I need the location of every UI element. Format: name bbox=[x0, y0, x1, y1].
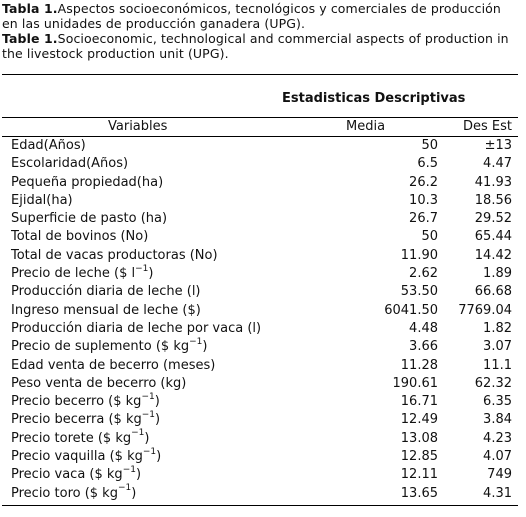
cell-mean: 10.3 bbox=[409, 192, 438, 208]
cell-mean: 26.7 bbox=[409, 211, 438, 227]
table-row bbox=[2, 155, 518, 173]
cell-sd: 6.35 bbox=[483, 394, 512, 410]
cell-sd: 66.68 bbox=[474, 284, 512, 300]
cell-variable: Ingreso mensual de leche ($) bbox=[11, 302, 201, 318]
cell-sd: 4.23 bbox=[483, 430, 512, 446]
document-page bbox=[0, 1, 526, 517]
cell-sd: 18.56 bbox=[474, 192, 512, 208]
cell-mean: 2.62 bbox=[409, 266, 438, 282]
table-header-row bbox=[2, 119, 518, 136]
cell-sd: 1.82 bbox=[483, 320, 512, 336]
cell-mean: 12.49 bbox=[400, 412, 438, 428]
cell-variable: Precio toro ($ $kg^{-1}$) bbox=[11, 483, 137, 501]
cell-variable: Precio de suplemento ($ $kg^{-1}$) bbox=[11, 336, 208, 355]
table-row bbox=[2, 357, 518, 375]
cell-mean: 11.90 bbox=[400, 247, 438, 263]
cell-variable: Producción diaria de leche (l) bbox=[11, 284, 201, 300]
cell-mean: 53.50 bbox=[400, 284, 438, 300]
cell-variable: Ejidal(ha) bbox=[11, 192, 73, 208]
cell-sd: ±13 bbox=[484, 138, 512, 153]
table-row bbox=[2, 411, 518, 429]
cell-sd: 749 bbox=[487, 467, 512, 483]
caption-english bbox=[2, 31, 518, 61]
cell-sd: 4.47 bbox=[483, 156, 512, 172]
cell-mean: 13.08 bbox=[400, 430, 438, 446]
cell-mean: 26.2 bbox=[409, 174, 438, 190]
cell-sd: 4.07 bbox=[483, 449, 512, 465]
table-mid-rule bbox=[2, 117, 518, 118]
cell-variable: Edad(Años) bbox=[11, 138, 86, 153]
caption-english-text: Socioeconomic, technological and commercial aspects of production in the livestock production unit (UPG). bbox=[2, 31, 509, 61]
caption-spanish bbox=[2, 1, 518, 31]
caption-english-label: Table 1. bbox=[2, 31, 58, 46]
cell-sd: 14.42 bbox=[474, 247, 512, 263]
cell-variable: Edad venta de becerro (meses) bbox=[11, 357, 216, 373]
table-row bbox=[2, 430, 518, 448]
table-row bbox=[2, 393, 518, 411]
cell-variable: Precio becerro ($ $kg^{-1}$) bbox=[11, 391, 160, 410]
group-header: Estadisticas Descriptivas bbox=[282, 91, 466, 106]
table-row bbox=[2, 375, 518, 393]
cell-mean: 4.48 bbox=[409, 320, 438, 336]
cell-variable: Total de bovinos (No) bbox=[11, 229, 149, 245]
table-row bbox=[2, 338, 518, 356]
cell-mean: 12.11 bbox=[400, 467, 438, 483]
cell-sd: 62.32 bbox=[474, 375, 512, 391]
table-bottom-rule bbox=[2, 505, 518, 506]
table-row bbox=[2, 466, 518, 484]
cell-sd: 7769.04 bbox=[458, 302, 512, 318]
caption-spanish-text: Aspectos socioeconómicos, tecnológicos y comerciales de producción en las unidades de producción ganadera (UPG). bbox=[2, 1, 501, 31]
cell-variable: Peso venta de becerro (kg) bbox=[11, 375, 187, 391]
table-row bbox=[2, 283, 518, 301]
cell-sd: 29.52 bbox=[474, 211, 512, 227]
cell-mean: 13.65 bbox=[400, 485, 438, 501]
table-row bbox=[2, 137, 518, 155]
cell-mean: 3.66 bbox=[409, 339, 438, 355]
cell-mean: 16.71 bbox=[400, 394, 438, 410]
table-top-rule bbox=[2, 74, 518, 75]
cell-mean: 12.85 bbox=[400, 449, 438, 465]
cell-mean: 6041.50 bbox=[384, 302, 438, 318]
table-row bbox=[2, 485, 518, 503]
cell-variable: Precio vaquilla ($ $kg^{-1}$) bbox=[11, 446, 162, 465]
cell-mean: 50 bbox=[421, 229, 438, 245]
cell-sd: 3.07 bbox=[483, 339, 512, 355]
cell-sd: 11.1 bbox=[483, 357, 512, 373]
cell-variable: Superficie de pasto (ha) bbox=[11, 211, 168, 227]
header-variables: Variables bbox=[108, 119, 168, 134]
table-row bbox=[2, 192, 518, 210]
table-row bbox=[2, 174, 518, 192]
cell-variable: Pequeña propiedad(ha) bbox=[11, 174, 164, 190]
table-row bbox=[2, 210, 518, 228]
cell-variable: Escolaridad(Años) bbox=[11, 156, 129, 172]
cell-sd: 1.89 bbox=[483, 266, 512, 282]
cell-sd: 3.84 bbox=[483, 412, 512, 428]
caption-spanish-label: Tabla 1. bbox=[2, 1, 58, 16]
cell-variable: Precio de leche ($ $l^{-1}$) bbox=[11, 263, 154, 282]
cell-mean: 11.28 bbox=[400, 357, 438, 373]
cell-mean: 50 bbox=[421, 138, 438, 153]
cell-sd: 41.93 bbox=[474, 174, 512, 190]
header-sd: Des Est bbox=[463, 119, 512, 134]
cell-variable: Total de vacas productoras (No) bbox=[11, 247, 218, 263]
table-body bbox=[2, 137, 518, 503]
cell-variable: Precio torete ($ $kg^{-1}$) bbox=[11, 428, 150, 446]
header-mean: Media bbox=[346, 119, 386, 134]
table-row bbox=[2, 320, 518, 338]
cell-mean: 190.61 bbox=[392, 375, 438, 391]
table-row bbox=[2, 247, 518, 265]
cell-sd: 65.44 bbox=[474, 229, 512, 245]
table-row bbox=[2, 228, 518, 246]
cell-sd: 4.31 bbox=[483, 485, 512, 501]
cell-mean: 6.5 bbox=[417, 156, 438, 172]
table-row bbox=[2, 302, 518, 320]
cell-variable: Precio vaca ($ $kg^{-1}$) bbox=[11, 465, 142, 483]
cell-variable: Producción diaria de leche por vaca (l) bbox=[11, 320, 262, 336]
table-row bbox=[2, 265, 518, 283]
cell-variable: Precio becerra ($ $kg^{-1}$) bbox=[11, 410, 161, 428]
table-row bbox=[2, 448, 518, 466]
